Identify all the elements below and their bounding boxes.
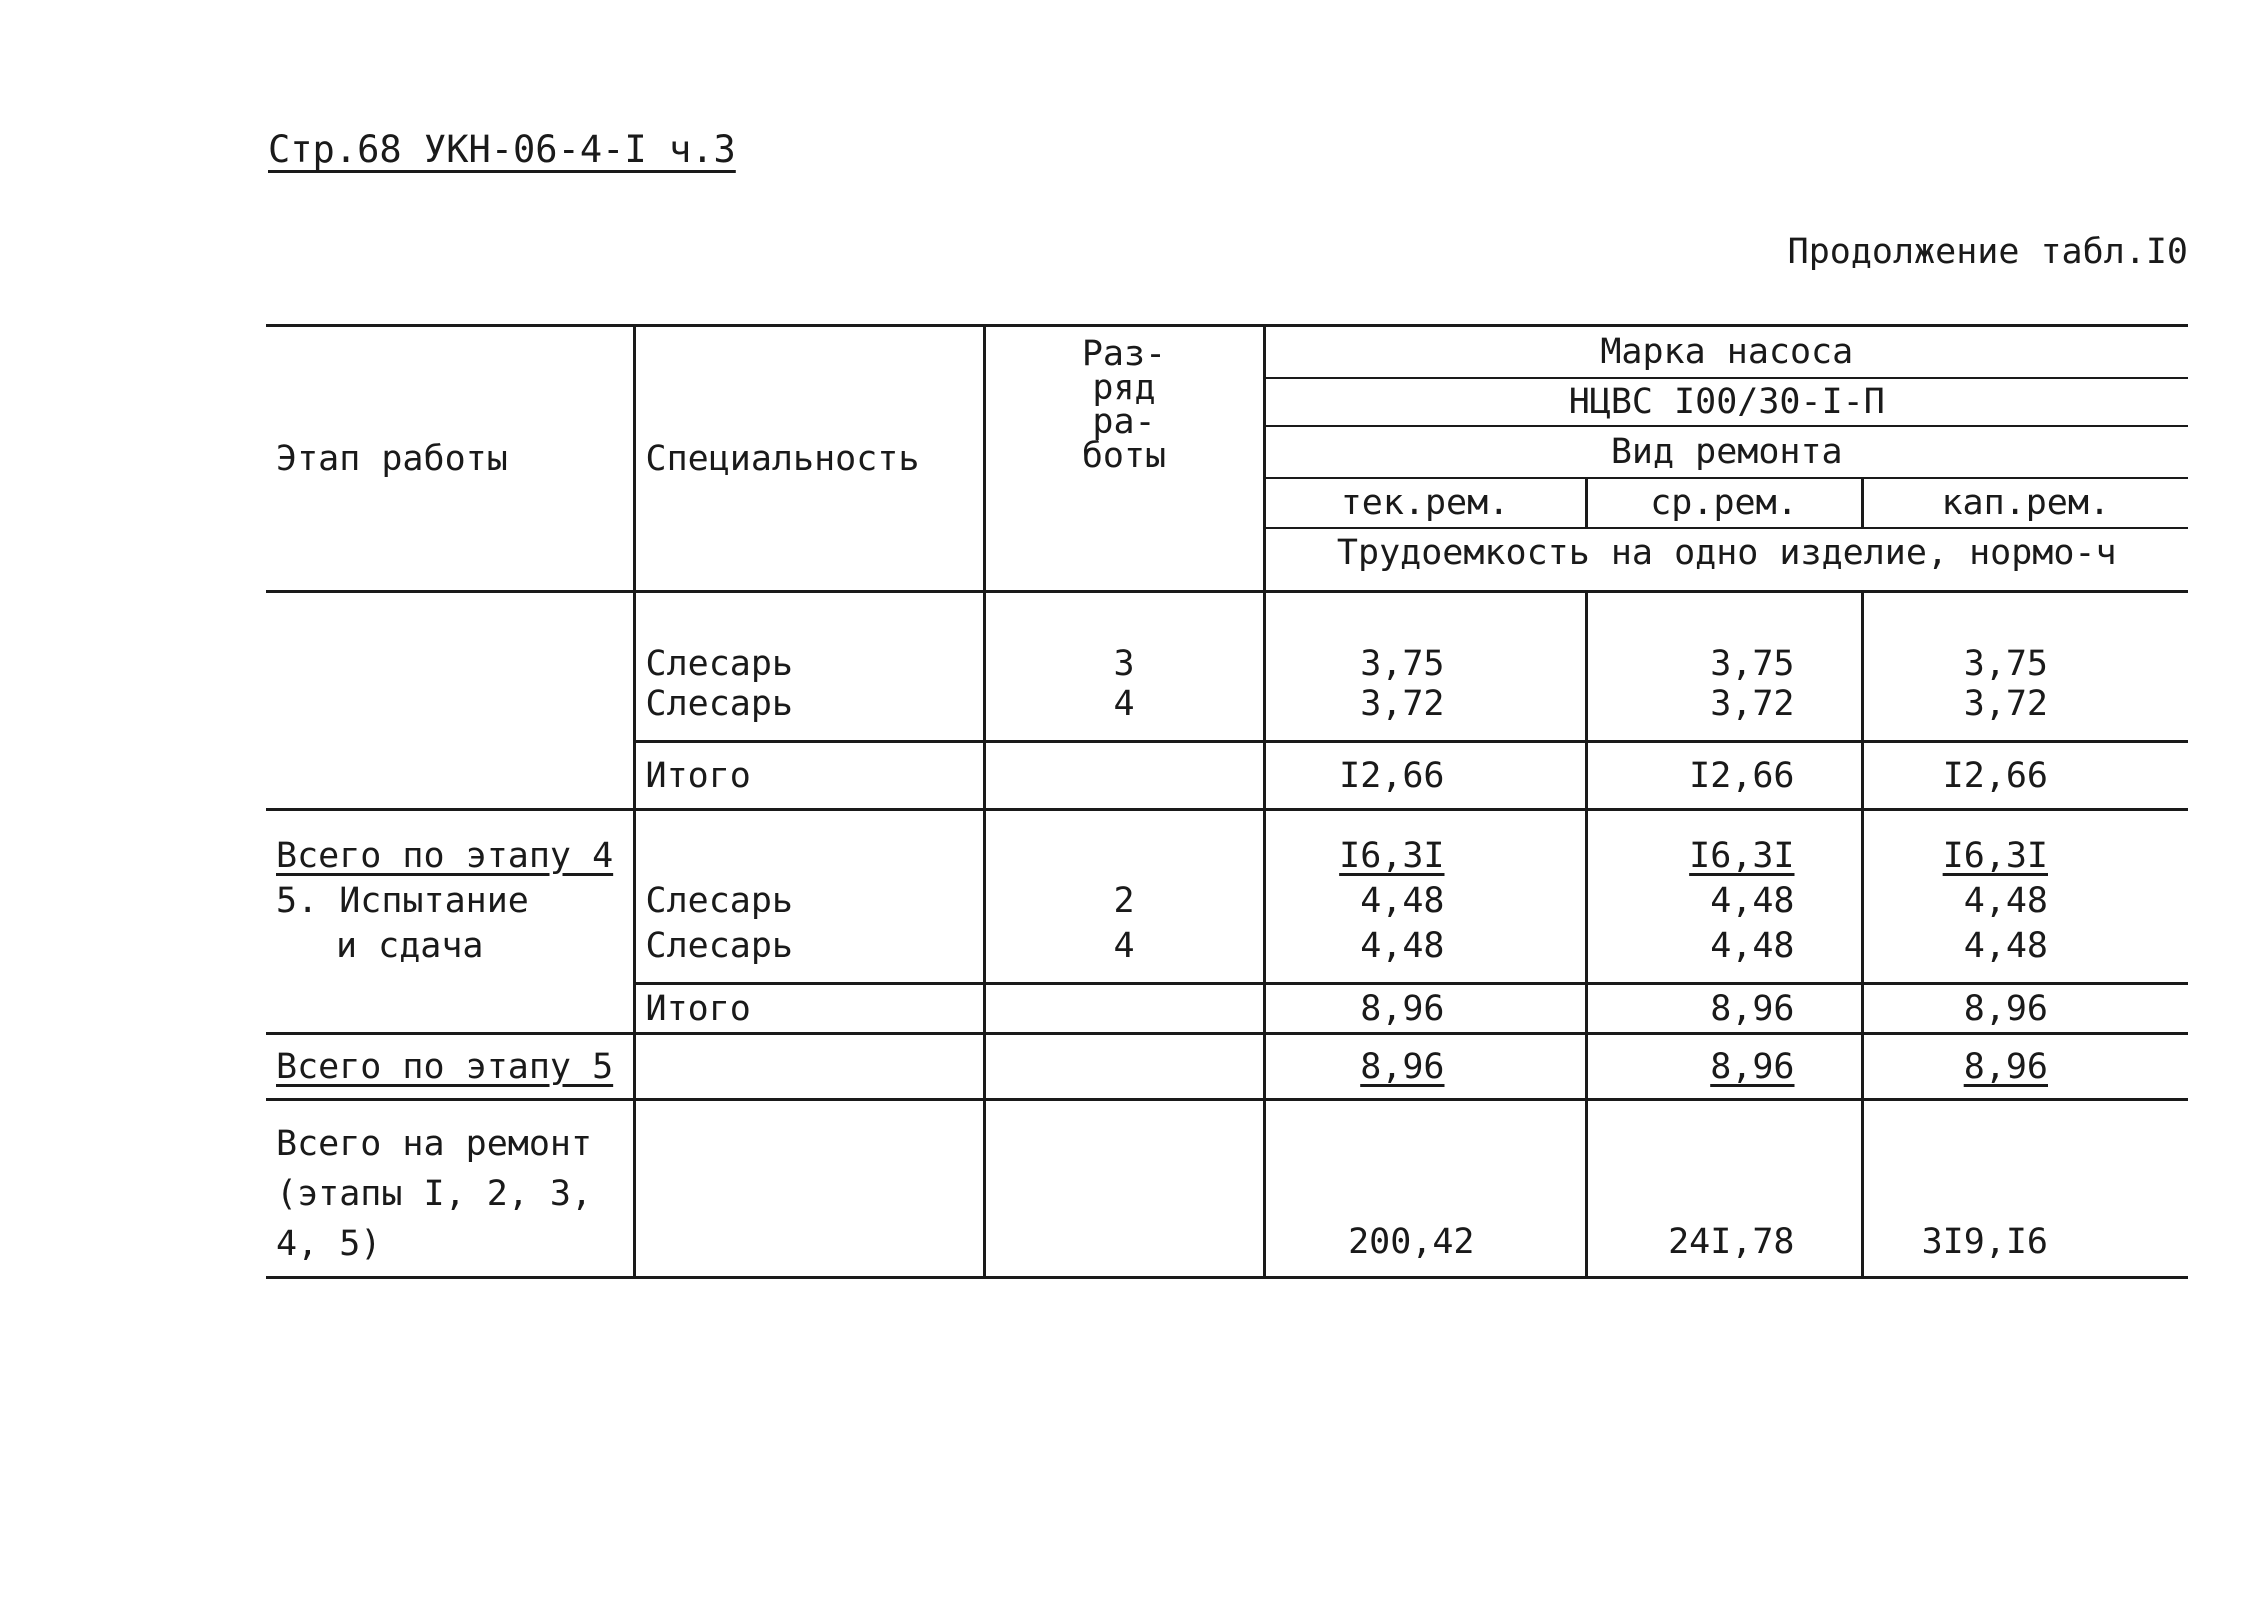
- value-kap: 3,72: [1862, 684, 2188, 742]
- header-grade: Раз- ряд ра- боты: [984, 326, 1264, 592]
- table-row: [266, 876, 2188, 926]
- table-row: [266, 592, 2188, 684]
- value-sr: 3,72: [1586, 684, 1862, 742]
- value-sr: 4,48: [1586, 876, 1862, 926]
- value-tek: 3,72: [1264, 684, 1586, 742]
- stage-label-5: 5. Испытание: [276, 880, 529, 921]
- table-continuation-label: Продолжение табл.I0: [1787, 232, 2188, 272]
- value-tek: 8,96: [1264, 984, 1586, 1034]
- header-specialty: Специальность: [634, 326, 984, 592]
- stage-total-row: [266, 1034, 2188, 1100]
- stage-label-5-continued: и сдача: [336, 925, 484, 966]
- specialty-cell: Слесарь: [634, 876, 984, 926]
- grade-cell: 4: [984, 926, 1264, 984]
- specialty-cell: Слесарь: [634, 684, 984, 742]
- value-sr: 3,75: [1586, 592, 1862, 684]
- stage-total-row: [266, 810, 2188, 876]
- repair-labor-table: [266, 324, 2188, 1279]
- header-pump-model: НЦВС I00/30-I-П: [1264, 378, 2188, 426]
- value-tek: 3,75: [1264, 592, 1586, 684]
- specialty-cell: Слесарь: [634, 926, 984, 984]
- value-kap: 4,48: [1862, 876, 2188, 926]
- value-sr: 24I,78: [1586, 1100, 1862, 1278]
- value-tek: I2,66: [1264, 742, 1586, 810]
- header-repair-medium: ср.рем.: [1586, 478, 1862, 528]
- value-tek: 8,96: [1360, 1046, 1445, 1087]
- value-sr: I2,66: [1586, 742, 1862, 810]
- specialty-cell: Слесарь: [634, 592, 984, 684]
- header-repair-capital: кап.рем.: [1862, 478, 2188, 528]
- value-kap: 8,96: [1963, 1046, 2048, 1087]
- value-kap: I6,3I: [1942, 835, 2048, 876]
- value-sr: 8,96: [1586, 984, 1862, 1034]
- table-row: [266, 926, 2188, 984]
- grand-total-label-line2: (этапы I, 2, 3,: [276, 1174, 593, 1214]
- header-repair-current: тек.рем.: [1264, 478, 1586, 528]
- grand-total-row: [266, 1100, 2188, 1278]
- grand-total-label-line3: 4, 5): [276, 1224, 382, 1264]
- subtotal-label: Итого: [634, 742, 984, 810]
- header-repair-type: Вид ремонта: [1264, 426, 2188, 478]
- value-tek: 4,48: [1264, 926, 1586, 984]
- value-kap: I2,66: [1862, 742, 2188, 810]
- grade-cell: 3: [984, 592, 1264, 684]
- grade-cell: 4: [984, 684, 1264, 742]
- value-kap: 8,96: [1862, 984, 2188, 1034]
- header-labor-unit: Трудоемкость на одно изделие, нормо-ч: [1264, 528, 2188, 592]
- value-tek: 200,42: [1264, 1100, 1586, 1278]
- header-pump-brand: Марка насоса: [1264, 326, 2188, 378]
- value-kap: 3I9,I6: [1862, 1100, 2188, 1278]
- value-kap: 3,75: [1862, 592, 2188, 684]
- value-sr: 4,48: [1586, 926, 1862, 984]
- value-sr: 8,96: [1710, 1046, 1795, 1087]
- grade-cell: 2: [984, 876, 1264, 926]
- subtotal-label: Итого: [634, 984, 984, 1034]
- value-sr: I6,3I: [1689, 835, 1795, 876]
- value-kap: 4,48: [1862, 926, 2188, 984]
- stage-total-label: Всего по этапу 5: [276, 1046, 614, 1087]
- value-tek: I6,3I: [1339, 835, 1445, 876]
- value-tek: 4,48: [1264, 876, 1586, 926]
- header-stage: Этап работы: [266, 326, 634, 592]
- grand-total-label-line1: Всего на ремонт: [276, 1124, 593, 1164]
- page-reference: Стр.68 УКН-06-4-I ч.3: [268, 128, 736, 171]
- stage-total-label: Всего по этапу 4: [276, 835, 614, 876]
